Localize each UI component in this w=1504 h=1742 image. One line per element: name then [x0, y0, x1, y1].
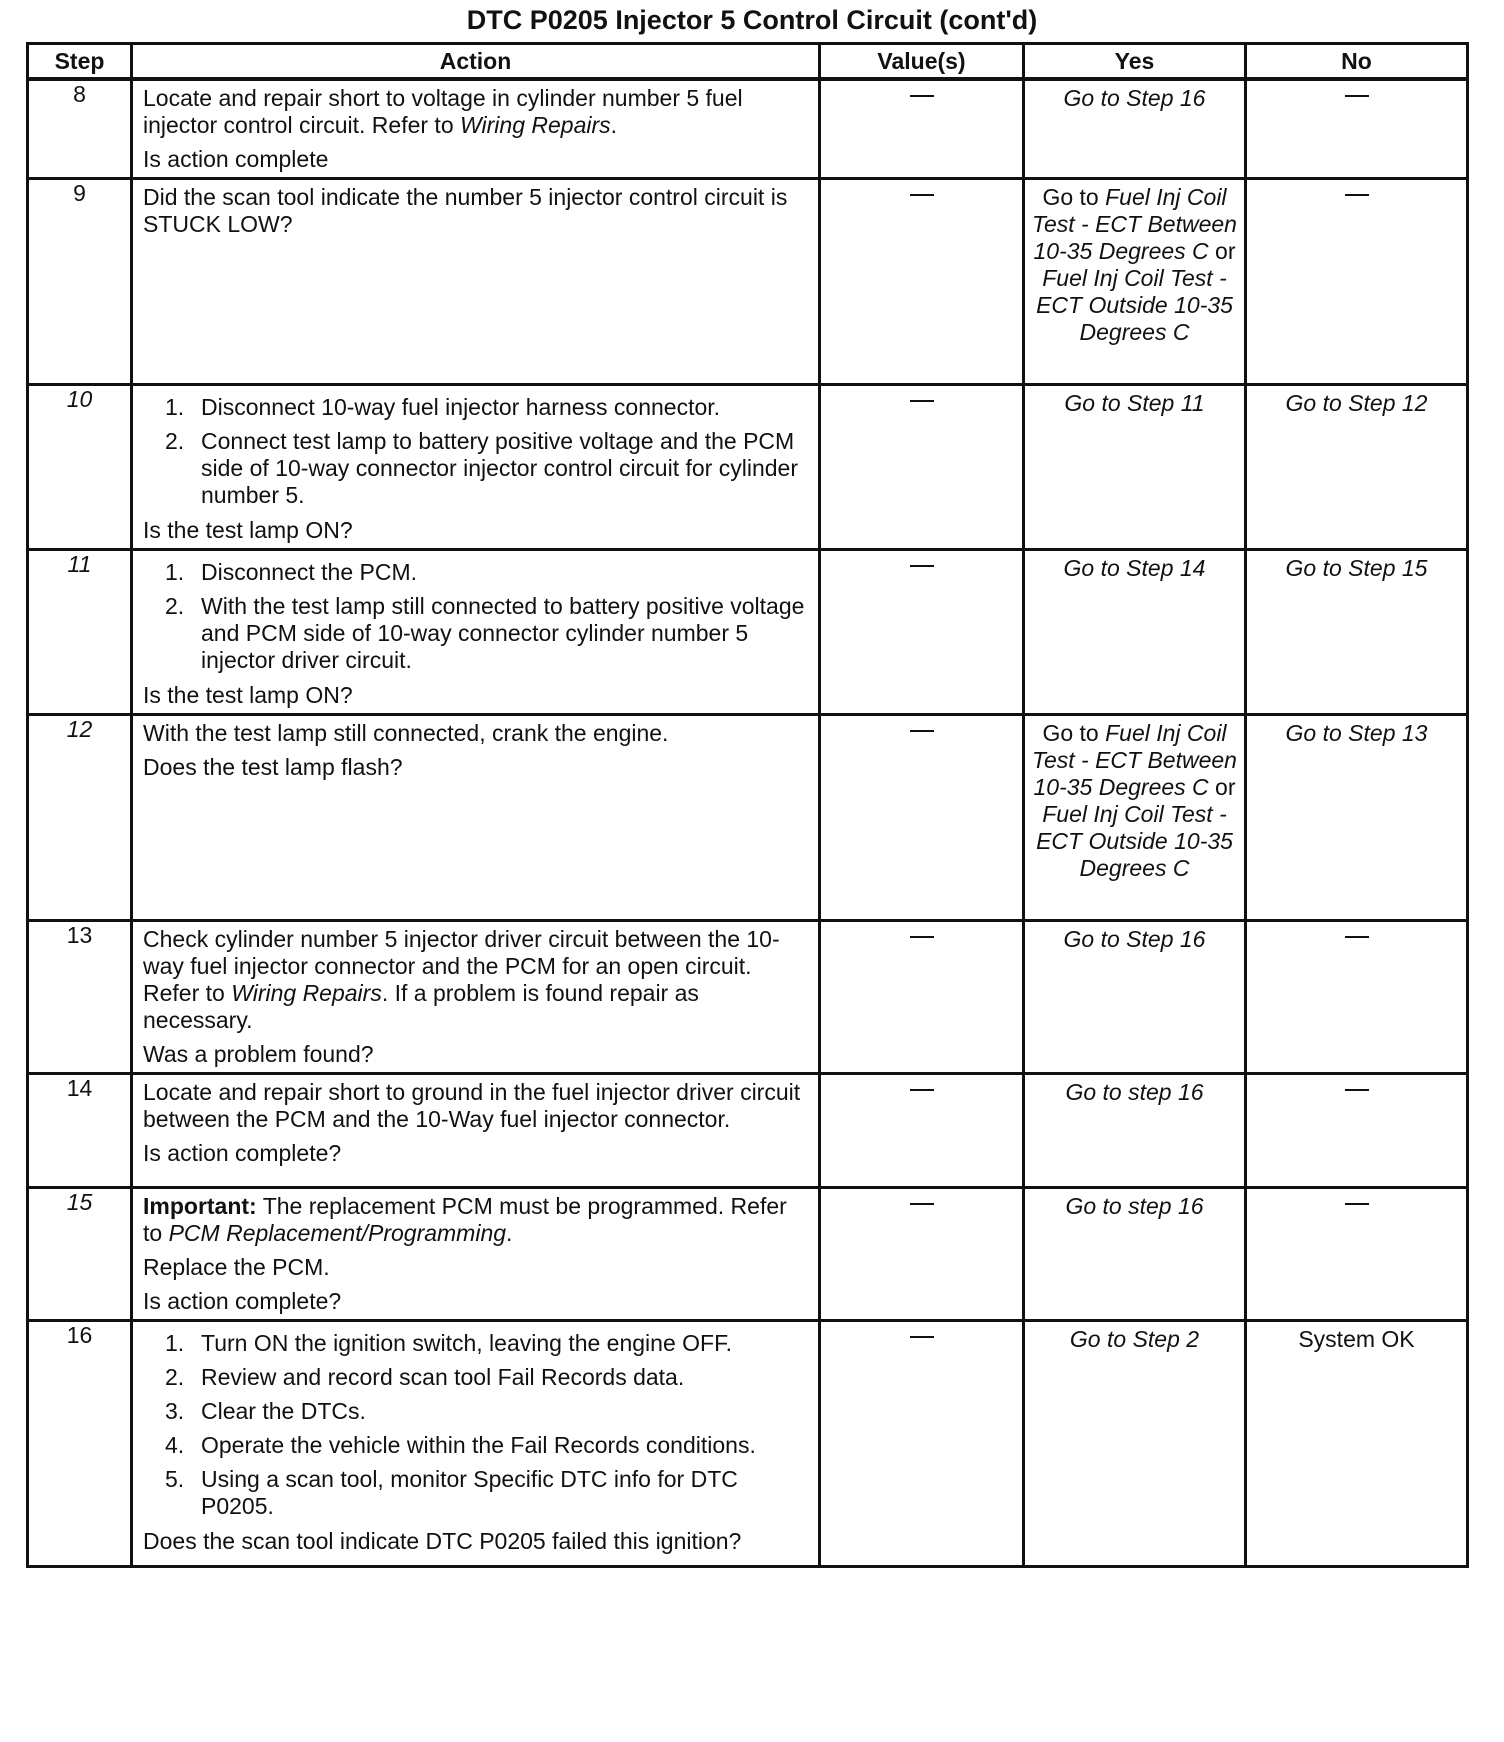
header-yes: Yes: [1024, 44, 1246, 80]
dash-mark: [910, 1203, 934, 1205]
action-text: Locate and repair short to ground in the fuel injector driver circuit between the PCM and the 10-Way fuel injector connector.: [143, 1079, 801, 1132]
step-number: 13: [28, 921, 132, 1074]
reference-link[interactable]: Wiring Repairs: [460, 112, 611, 138]
no-cell: [1246, 1074, 1468, 1188]
list-item: 3. Clear the DTCs.: [165, 1398, 366, 1424]
list-item: 2. Connect test lamp to battery positive voltage and the PCM side of 10-way connector injector control circuit for cylinder number 5.: [165, 428, 798, 508]
value-cell: [820, 179, 1024, 385]
step-number: 11: [28, 550, 132, 715]
no-cell: [1246, 1321, 1468, 1567]
action-steps: [143, 559, 808, 674]
dash-mark: [1345, 936, 1369, 938]
action-cell: [132, 921, 820, 1074]
header-step: Step: [28, 44, 132, 80]
header-value: Value(s): [820, 44, 1024, 80]
value-cell: [820, 1321, 1024, 1567]
list-item: 2. Review and record scan tool Fail Records data.: [165, 1364, 685, 1390]
table-row-step-15: [28, 1188, 1468, 1321]
no-result-text: System OK: [1298, 1326, 1415, 1352]
table-row-step-9: [28, 179, 1468, 385]
no-cell: [1246, 79, 1468, 179]
yes-cell: [1024, 550, 1246, 715]
yes-goto-link[interactable]: Fuel Inj Coil Test - ECT Between 10-35 Degrees C: [1032, 720, 1237, 800]
yes-goto-link-alt[interactable]: Fuel Inj Coil Test - ECT Outside 10-35 Degrees C: [1036, 265, 1233, 345]
list-item: 4. Operate the vehicle within the Fail Records conditions.: [165, 1432, 756, 1458]
table-row-step-8: [28, 79, 1468, 179]
table-row-step-13: [28, 921, 1468, 1074]
yes-cell: [1024, 1188, 1246, 1321]
list-item: 5. Using a scan tool, monitor Specific DTC info for DTC P0205.: [165, 1466, 738, 1519]
table-row-step-10: [28, 385, 1468, 550]
yes-goto-link[interactable]: Fuel Inj Coil Test - ECT Between 10-35 Degrees C: [1032, 184, 1237, 264]
yes-goto-link[interactable]: Go to Step 14: [1063, 555, 1206, 581]
dash-mark: [910, 1336, 934, 1338]
no-cell: [1246, 550, 1468, 715]
action-question: Is the test lamp ON?: [143, 682, 353, 708]
yes-goto-link[interactable]: Go to step 16: [1065, 1193, 1204, 1219]
yes-cell: [1024, 921, 1246, 1074]
action-cell: [132, 385, 820, 550]
action-text-2: Replace the PCM.: [143, 1254, 330, 1280]
step-number: 9: [28, 179, 132, 385]
dash-mark: [910, 95, 934, 97]
table-row-step-14: [28, 1074, 1468, 1188]
action-question: Does the test lamp flash?: [143, 754, 403, 780]
yes-cell: Go to Fuel Inj Coil Test - ECT Between 10-35 Degrees C or Fuel Inj Coil Test - ECT Outside 10-35 Degrees C: [1024, 715, 1246, 921]
step-number: 16: [28, 1321, 132, 1567]
yes-goto-link[interactable]: Go to Step 16: [1063, 85, 1206, 111]
list-item: 2. With the test lamp still connected to battery positive voltage and PCM side of 10-way connector cylinder number 5 injector driver circuit.: [165, 593, 805, 673]
yes-goto-link-alt[interactable]: Fuel Inj Coil Test - ECT Outside 10-35 Degrees C: [1036, 801, 1233, 881]
reference-link[interactable]: PCM Replacement/Programming: [168, 1220, 507, 1246]
action-question: Is action complete?: [143, 1288, 342, 1314]
reference-link[interactable]: Wiring Repairs: [231, 980, 382, 1006]
dash-mark: [1345, 194, 1369, 196]
action-steps: [143, 394, 808, 509]
action-question: Does the scan tool indicate DTC P0205 failed this ignition?: [143, 1528, 742, 1554]
dash-mark: [910, 565, 934, 567]
table-row-step-12: [28, 715, 1468, 921]
step-number: 15: [28, 1188, 132, 1321]
value-cell: [820, 550, 1024, 715]
dash-mark: [910, 730, 934, 732]
dash-mark: [1345, 95, 1369, 97]
value-cell: [820, 1074, 1024, 1188]
important-label: Important:: [143, 1193, 257, 1219]
dash-mark: [910, 194, 934, 196]
no-goto-link[interactable]: Go to Step 12: [1285, 390, 1428, 416]
header-row: [28, 44, 1468, 80]
action-cell: [132, 550, 820, 715]
yes-cell: [1024, 1321, 1246, 1567]
header-no: No: [1246, 44, 1468, 80]
list-item: 1. Disconnect the PCM.: [165, 559, 418, 585]
action-cell: [132, 79, 820, 179]
step-number: 10: [28, 385, 132, 550]
step-number: 8: [28, 79, 132, 179]
step-number: 14: [28, 1074, 132, 1188]
table-row-step-16: [28, 1321, 1468, 1567]
action-question: Did the scan tool indicate the number 5 injector control circuit is STUCK LOW?: [143, 184, 788, 237]
yes-goto-link[interactable]: Go to Step 11: [1064, 390, 1205, 416]
action-text: Check cylinder number 5 injector driver circuit between the 10-way fuel injector connector and the PCM for an open circuit. Refer to Wiring Repairs. If a problem is found repair as necessary.: [143, 926, 780, 1033]
yes-goto-link[interactable]: Go to Step 2: [1069, 1326, 1200, 1352]
header-action: Action: [132, 44, 820, 80]
page-title: DTC P0205 Injector 5 Control Circuit (cont'd): [466, 5, 1038, 35]
action-cell: [132, 1074, 820, 1188]
action-text: Locate and repair short to voltage in cylinder number 5 fuel injector control circuit. Refer to Wiring Repairs.: [143, 85, 743, 138]
value-cell: [820, 715, 1024, 921]
dash-mark: [910, 936, 934, 938]
action-text: With the test lamp still connected, crank the engine.: [143, 720, 669, 746]
dash-mark: [910, 400, 934, 402]
action-cell: [132, 179, 820, 385]
no-goto-link[interactable]: Go to Step 15: [1285, 555, 1428, 581]
value-cell: [820, 1188, 1024, 1321]
action-question: Is action complete: [143, 146, 329, 172]
diagnostic-table: [26, 42, 1469, 1568]
action-cell: [132, 1188, 820, 1321]
action-steps: [143, 1330, 808, 1520]
action-question: Was a problem found?: [143, 1041, 374, 1067]
action-question: Is action complete?: [143, 1140, 342, 1166]
step-number: 12: [28, 715, 132, 921]
action-cell: [132, 715, 820, 921]
value-cell: [820, 79, 1024, 179]
list-item: 1. Turn ON the ignition switch, leaving the engine OFF.: [165, 1330, 732, 1356]
action-question: Is the test lamp ON?: [143, 517, 353, 543]
yes-cell: Go to Fuel Inj Coil Test - ECT Between 10-35 Degrees C or Fuel Inj Coil Test - ECT Outside 10-35 Degrees C: [1024, 179, 1246, 385]
yes-goto-link[interactable]: Go to Step 16: [1063, 926, 1206, 952]
action-text: Important: The replacement PCM must be programmed. Refer to PCM Replacement/Programming.: [143, 1193, 787, 1246]
no-cell: [1246, 1188, 1468, 1321]
yes-goto-link[interactable]: Go to step 16: [1065, 1079, 1204, 1105]
value-cell: [820, 385, 1024, 550]
value-cell: [820, 921, 1024, 1074]
dash-mark: [1345, 1089, 1369, 1091]
no-cell: [1246, 179, 1468, 385]
dash-mark: [910, 1089, 934, 1091]
action-cell: [132, 1321, 820, 1567]
table-row-step-11: [28, 550, 1468, 715]
no-goto-link[interactable]: Go to Step 13: [1285, 720, 1428, 746]
no-cell: [1246, 715, 1468, 921]
yes-cell: [1024, 385, 1246, 550]
yes-cell: [1024, 1074, 1246, 1188]
dash-mark: [1345, 1203, 1369, 1205]
no-cell: [1246, 921, 1468, 1074]
no-cell: [1246, 385, 1468, 550]
yes-cell: [1024, 79, 1246, 179]
list-item: 1. Disconnect 10-way fuel injector harness connector.: [165, 394, 721, 420]
